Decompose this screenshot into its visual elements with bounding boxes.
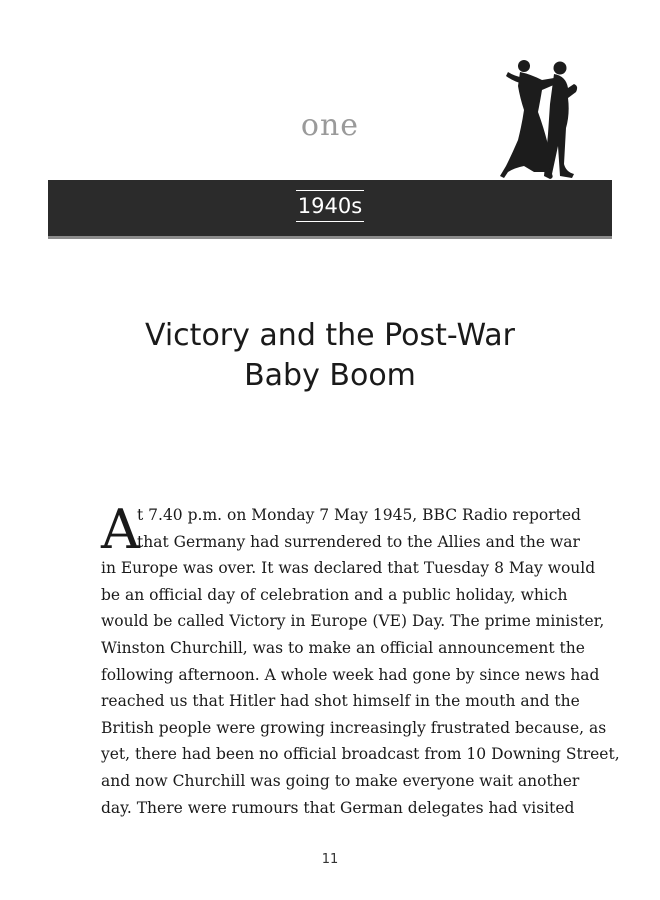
body-line: Winston Churchill, was to make an official announcement the (101, 638, 585, 657)
body-line: and now Churchill was going to make everyone wait another (101, 771, 580, 790)
decade-label (48, 190, 612, 222)
body-line: following afternoon. A whole week had gone by since news had (101, 665, 600, 684)
drop-cap: A (101, 498, 140, 561)
chapter-title-line-1: Victory and the Post-War (144, 318, 516, 353)
body-line: day. There were rumours that German delegates had visited (101, 798, 575, 817)
body-line: that Germany had surrendered to the Allies and the war (137, 532, 580, 551)
chapter-title (0, 316, 660, 396)
body-text (101, 498, 620, 821)
page-number: 11 (321, 852, 339, 867)
decade-text: 1940s (296, 190, 364, 222)
body-line: reached us that Hitler had shot himself in the mouth and the (101, 692, 580, 711)
chapter-title-line-2: Baby Boom (244, 358, 416, 393)
chapter-word: one (300, 108, 360, 143)
body-line: t 7.40 p.m. on Monday 7 May 1945, BBC Radio reported (137, 506, 581, 524)
dancing-couple-illustration (494, 54, 586, 182)
body-line: be an official day of celebration and a public holiday, which (101, 585, 568, 604)
body-line: in Europe was over. It was declared that Tuesday 8 May would (101, 559, 596, 578)
body-line: yet, there had been no official broadcast from 10 Downing Street, (101, 745, 620, 764)
body-line: British people were growing increasingly frustrated because, as (101, 718, 607, 737)
body-line: would be called Victory in Europe (VE) Day. The prime minister, (101, 612, 605, 631)
decade-banner (48, 180, 612, 236)
